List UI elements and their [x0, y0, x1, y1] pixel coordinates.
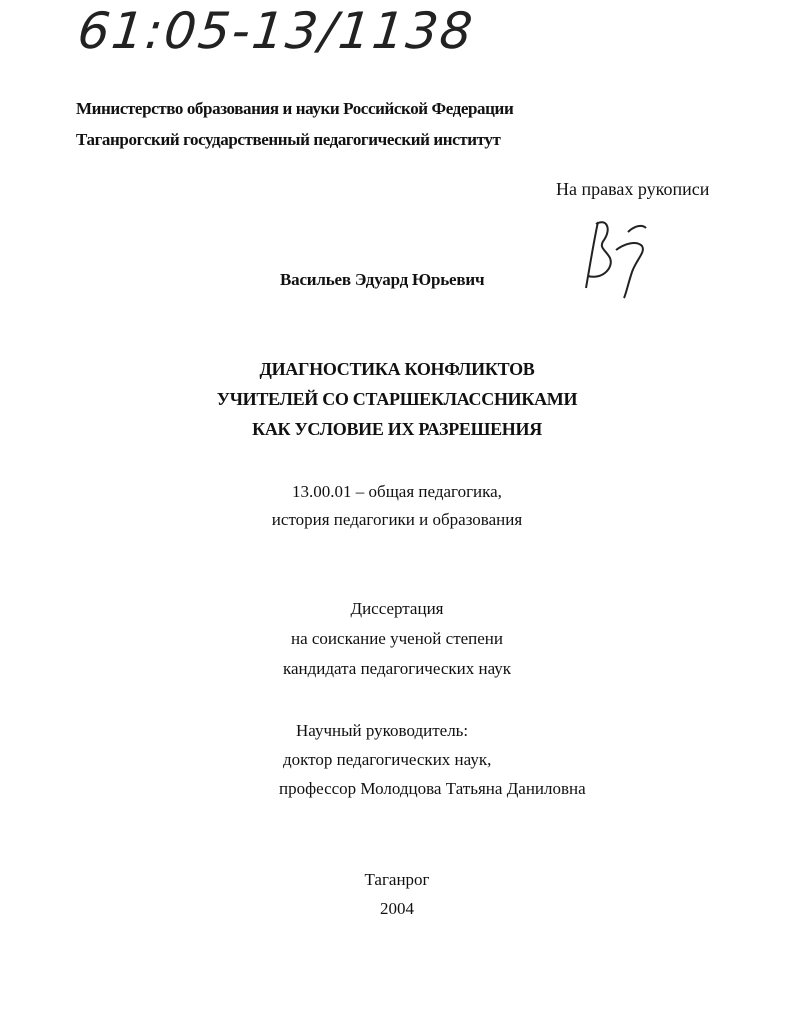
supervisor-degree: доктор педагогических наук, [283, 750, 492, 769]
specialty-name: история педагогики и образования [271, 510, 523, 529]
specialty-code: 13.00.01 – общая педагогика, [292, 482, 502, 501]
thesis-title-line: ДИАГНОСТИКА КОНФЛИКТОВ [259, 359, 535, 379]
degree-line: на соискание ученой степени [290, 629, 504, 648]
author-name: Васильев Эдуард Юрьевич [280, 270, 485, 289]
rights-note: На правах рукописи [556, 179, 710, 199]
thesis-title-line: УЧИТЕЛЕЙ СО СТАРШЕКЛАССНИКАМИ [216, 389, 578, 409]
city: Таганрог [364, 870, 430, 889]
year: 2004 [380, 899, 414, 918]
supervisor-name: профессор Молодцова Татьяна Даниловна [279, 779, 586, 798]
institute-name: Таганрогский государственный педагогический институт [76, 130, 501, 149]
dissertation-label: Диссертация [350, 599, 444, 618]
thesis-title-line: КАК УСЛОВИЕ ИХ РАЗРЕШЕНИЯ [252, 419, 542, 439]
archive-code: 61:05-13/1138 [74, 2, 477, 60]
handwritten-signature-icon [576, 210, 656, 300]
degree-line: кандидата педагогических наук [282, 659, 512, 678]
ministry-name: Министерство образования и науки Российской Федерации [76, 99, 514, 118]
supervisor-label: Научный руководитель: [296, 721, 469, 740]
